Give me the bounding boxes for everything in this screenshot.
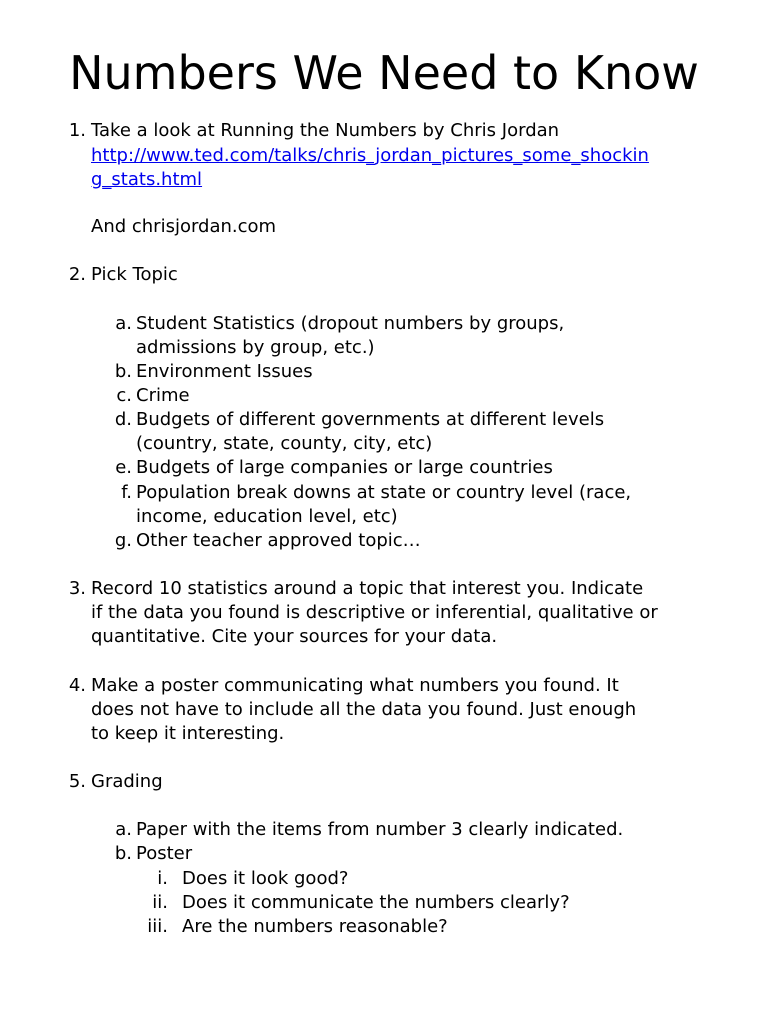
sublist-marker: a. (115, 819, 132, 840)
sublist-marker: a. (115, 313, 132, 334)
list-item-text: Pick Topic (91, 264, 178, 285)
roman-marker: i. (157, 868, 168, 889)
list-item-text: Grading (91, 771, 163, 792)
sublist-item-text: income, education level, etc) (136, 506, 398, 527)
roman-item-text: Does it look good? (182, 868, 349, 889)
sublist-item-text: Other teacher approved topic… (136, 530, 421, 551)
list-marker: 2. (68, 264, 86, 285)
sublist-marker: f. (121, 482, 132, 503)
ted-talk-link-continued[interactable]: g_stats.html (91, 169, 203, 190)
list-item-text: quantitative. Cite your sources for your data. (91, 626, 498, 647)
sublist-item-text: Budgets of different governments at different levels (136, 409, 605, 430)
roman-item-text: Are the numbers reasonable? (182, 916, 448, 937)
sublist-marker: d. (114, 409, 132, 430)
list-item-text: Make a poster communicating what numbers you found. It (91, 675, 619, 696)
sublist-item-text: Student Statistics (dropout numbers by groups, (136, 313, 565, 334)
sublist-marker: b. (114, 361, 132, 382)
list-item-text: Record 10 statistics around a topic that interest you. Indicate (91, 578, 644, 599)
sublist-item-text: admissions by group, etc.) (136, 337, 375, 358)
sublist-item-text: (country, state, county, city, etc) (136, 433, 433, 454)
sublist-item-text: Environment Issues (136, 361, 313, 382)
list-marker: 3. (68, 578, 86, 599)
page-title: Numbers We Need to Know (69, 46, 699, 100)
list-marker: 4. (68, 675, 86, 696)
sublist-item-text: Budgets of large companies or large countries (136, 457, 553, 478)
sublist-item-text: Poster (136, 843, 193, 864)
list-marker: 1. (68, 120, 86, 141)
list-item-text: does not have to include all the data you found. Just enough (91, 699, 637, 720)
roman-item-text: Does it communicate the numbers clearly? (182, 892, 570, 913)
list-item-note: And chrisjordan.com (91, 216, 277, 237)
sublist-item-text: Crime (136, 385, 190, 406)
sublist-item-text: Paper with the items from number 3 clearly indicated. (136, 819, 624, 840)
list-item-text: Take a look at Running the Numbers by Chris Jordan (91, 120, 560, 141)
list-marker: 5. (68, 771, 86, 792)
ted-talk-link[interactable]: http://www.ted.com/talks/chris_jordan_pictures_some_shockin (91, 145, 649, 166)
sublist-marker: b. (114, 843, 132, 864)
roman-marker: ii. (152, 892, 168, 913)
sublist-marker: e. (115, 457, 132, 478)
roman-marker: iii. (147, 916, 168, 937)
sublist-marker: g. (114, 530, 132, 551)
sublist-marker: c. (116, 385, 132, 406)
sublist-item-text: Population break downs at state or country level (race, (136, 482, 632, 503)
list-item-text: to keep it interesting. (91, 723, 285, 744)
list-item-text: if the data you found is descriptive or inferential, qualitative or (91, 602, 658, 623)
